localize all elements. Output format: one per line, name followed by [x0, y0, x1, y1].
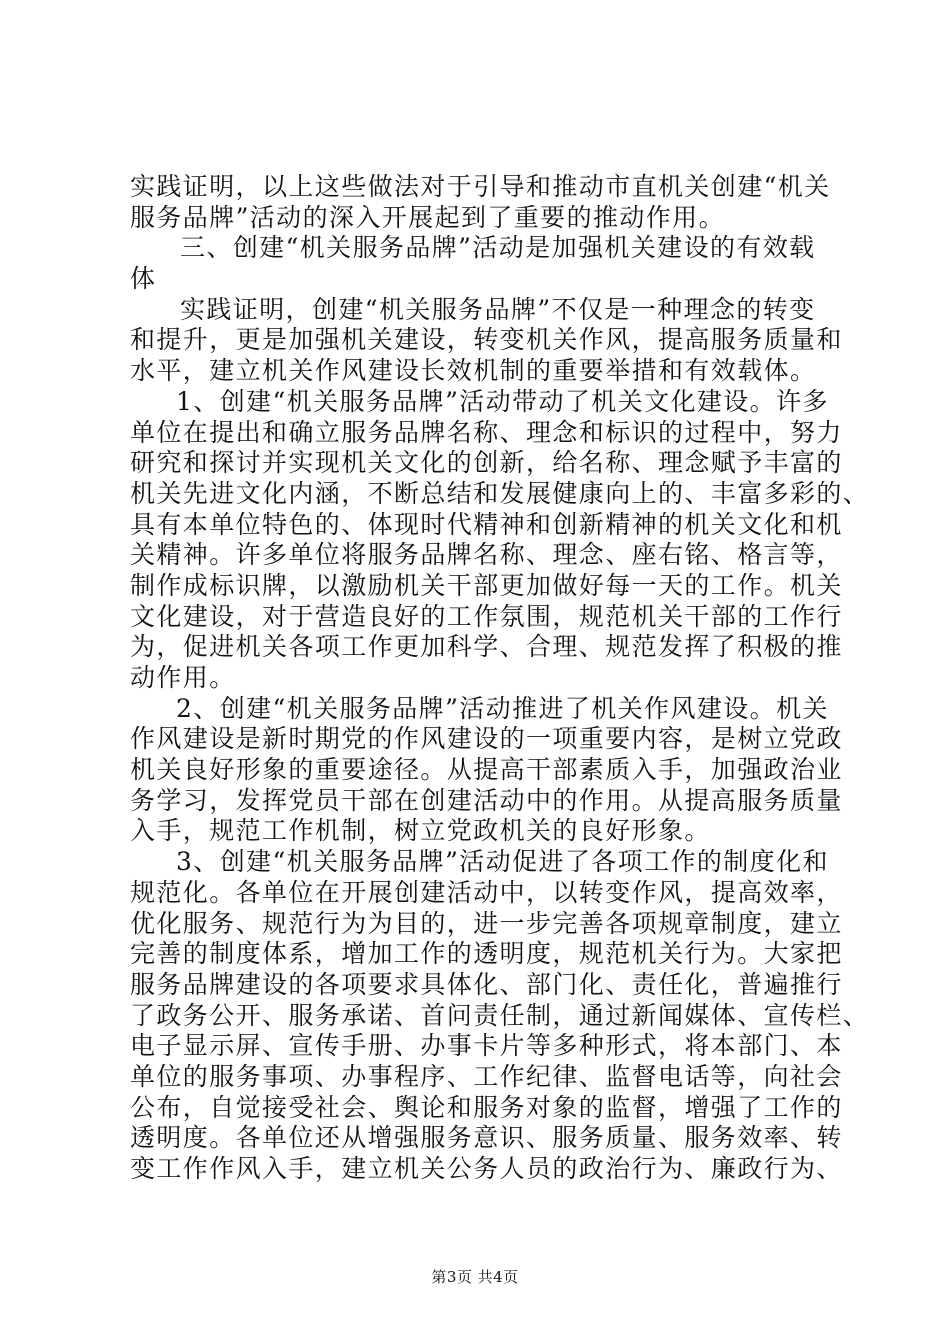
text-line: 1、创建“机关服务品牌”活动带动了机关文化建设。许多 [176, 386, 829, 416]
page-footer: 第3页 共4页 [431, 1268, 519, 1286]
text-line: 单位在提出和确立服务品牌名称、理念和标识的过程中，努力 [130, 417, 843, 447]
text-line: 作风建设是新时期党的作风建设的一项重要内容，是树立党政 [130, 724, 843, 754]
text-line: 水平，建立机关作风建设长效机制的重要举措和有效载体。 [130, 356, 817, 386]
text-line: 关精神。许多单位将服务品牌名称、理念、座右铭、格言等， [130, 540, 843, 570]
text-line: 实践证明，以上这些做法对于引导和推动市直机关创建“机关 [130, 172, 831, 201]
document-body [130, 172, 870, 1185]
text-line: 服务品牌”活动的深入开展起到了重要的推动作用。 [130, 202, 725, 232]
text-line: 研究和探讨并实现机关文化的创新，给名称、理念赋予丰富的 [130, 448, 843, 478]
text-line: 和提升，更是加强机关建设，转变机关作风，提高服务质量和 [130, 325, 843, 355]
text-line: 规范化。各单位在开展创建活动中，以转变作风，提高效率， [130, 877, 843, 907]
text-line: 机关先进文化内涵，不断总结和发展健康向上的、丰富多彩的、 [130, 478, 870, 508]
text-line: 具有本单位特色的、体现时代精神和创新精神的机关文化和机 [130, 509, 843, 539]
text-line: 为，促进机关各项工作更加科学、合理、规范发挥了积极的推 [130, 632, 843, 662]
text-line: 实践证明，创建“机关服务品牌”不仅是一种理念的转变 [180, 294, 816, 324]
text-line: 了政务公开、服务承诺、首问责任制，通过新闻媒体、宣传栏、 [130, 1000, 870, 1030]
text-line: 入手，规范工作机制，树立党政机关的良好形象。 [130, 816, 711, 846]
text-line: 机关良好形象的重要途径。从提高干部素质入手，加强政治业 [130, 755, 843, 785]
text-line: 制作成标识牌，以激励机关干部更加做好每一天的工作。机关 [130, 570, 843, 600]
text-line: 优化服务、规范行为为目的，进一步完善各项规章制度，建立 [130, 908, 843, 938]
text-line: 变工作作风入手，建立机关公务人员的政治行为、廉政行为、 [130, 1154, 843, 1183]
text-line: 服务品牌建设的各项要求具体化、部门化、责任化，普遍推行 [130, 969, 843, 999]
text-line: 动作用。 [130, 663, 236, 692]
text-line: 文化建设，对于营造良好的工作氛围，规范机关干部的工作行 [130, 601, 843, 631]
text-line: 3、创建“机关服务品牌”活动促进了各项工作的制度化和 [176, 847, 829, 877]
text-line: 体 [130, 264, 157, 294]
text-line: 单位的服务事项、办事程序、工作纪律、监督电话等，向社会 [130, 1061, 843, 1091]
text-line: 公布，自觉接受社会、舆论和服务对象的监督，增强了工作的 [130, 1092, 843, 1122]
text-line: 务学习，发挥党员干部在创建活动中的作用。从提高服务质量 [130, 785, 843, 815]
text-line: 电子显示屏、宣传手册、办事卡片等多种形式，将本部门、本 [130, 1031, 843, 1061]
text-line: 透明度。各单位还从增强服务意识、服务质量、服务效率、转 [130, 1123, 843, 1153]
text-line: 2、创建“机关服务品牌”活动推进了机关作风建设。机关 [176, 693, 829, 723]
text-line: 完善的制度体系，增加工作的透明度，规范机关行为。大家把 [130, 939, 843, 969]
text-line: 三、创建“机关服务品牌”活动是加强机关建设的有效载 [180, 233, 816, 263]
